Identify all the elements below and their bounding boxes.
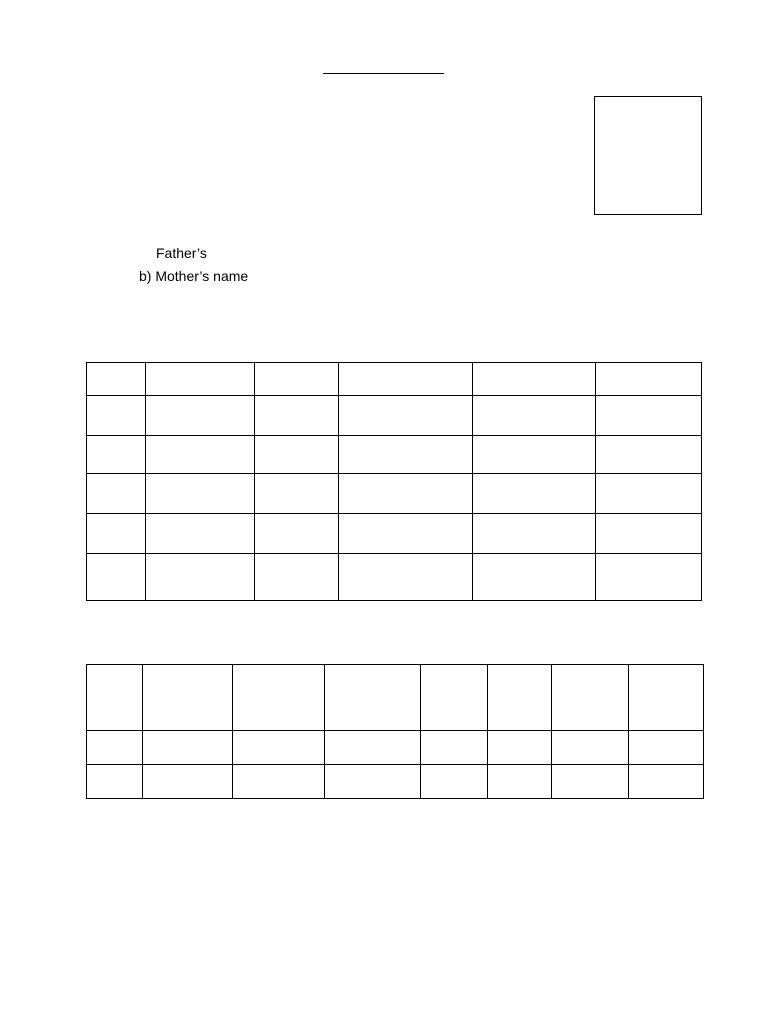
table-cell — [339, 396, 473, 436]
table-cell — [87, 474, 146, 514]
table-cell — [473, 474, 596, 514]
table-cell — [87, 665, 143, 731]
table-cell — [596, 436, 702, 474]
table-cell — [255, 554, 339, 601]
table-cell — [552, 731, 629, 765]
table-cell — [421, 731, 488, 765]
table-cell — [87, 436, 146, 474]
table-cell — [87, 396, 146, 436]
table-cell — [255, 363, 339, 396]
table-cell — [233, 765, 325, 799]
table-row — [87, 731, 704, 765]
fathers-name-label: Father’s — [156, 245, 207, 261]
table-cell — [146, 396, 255, 436]
table-cell — [488, 665, 552, 731]
table-cell — [488, 765, 552, 799]
table-cell — [596, 554, 702, 601]
table-cell — [87, 765, 143, 799]
table-cell — [87, 363, 146, 396]
table-cell — [629, 665, 704, 731]
table-cell — [146, 554, 255, 601]
table-cell — [473, 554, 596, 601]
table-cell — [339, 474, 473, 514]
table-cell — [596, 474, 702, 514]
table-cell — [473, 514, 596, 554]
table-cell — [233, 731, 325, 765]
photo-box — [594, 96, 702, 215]
table-cell — [629, 731, 704, 765]
table-one — [86, 362, 702, 601]
table-row — [87, 363, 702, 396]
table-cell — [473, 363, 596, 396]
table-cell — [488, 731, 552, 765]
table-row — [87, 554, 702, 601]
table-cell — [255, 514, 339, 554]
table-cell — [87, 554, 146, 601]
table-cell — [552, 665, 629, 731]
table-cell — [596, 396, 702, 436]
table-cell — [629, 765, 704, 799]
table-cell — [339, 436, 473, 474]
table-cell — [146, 436, 255, 474]
table-cell — [87, 731, 143, 765]
table-cell — [473, 436, 596, 474]
table-cell — [339, 554, 473, 601]
table-cell — [473, 396, 596, 436]
title-underline — [323, 73, 444, 74]
table-cell — [143, 765, 233, 799]
table-cell — [146, 363, 255, 396]
table-cell — [325, 731, 421, 765]
table-cell — [233, 665, 325, 731]
table-cell — [421, 665, 488, 731]
table-row — [87, 474, 702, 514]
table-cell — [146, 514, 255, 554]
table-cell — [596, 514, 702, 554]
table-row — [87, 765, 704, 799]
table-cell — [255, 436, 339, 474]
table-cell — [339, 363, 473, 396]
table-two — [86, 664, 704, 799]
table-row — [87, 436, 702, 474]
table-row — [87, 665, 704, 731]
table-cell — [143, 731, 233, 765]
table-cell — [596, 363, 702, 396]
mothers-name-label: b) Mother’s name — [139, 268, 249, 284]
table-cell — [325, 665, 421, 731]
table-cell — [552, 765, 629, 799]
table-cell — [87, 514, 146, 554]
table-cell — [146, 474, 255, 514]
table-cell — [255, 474, 339, 514]
table-cell — [325, 765, 421, 799]
table-cell — [339, 514, 473, 554]
table-row — [87, 514, 702, 554]
table-cell — [255, 396, 339, 436]
table-row — [87, 396, 702, 436]
table-cell — [143, 665, 233, 731]
table-cell — [421, 765, 488, 799]
